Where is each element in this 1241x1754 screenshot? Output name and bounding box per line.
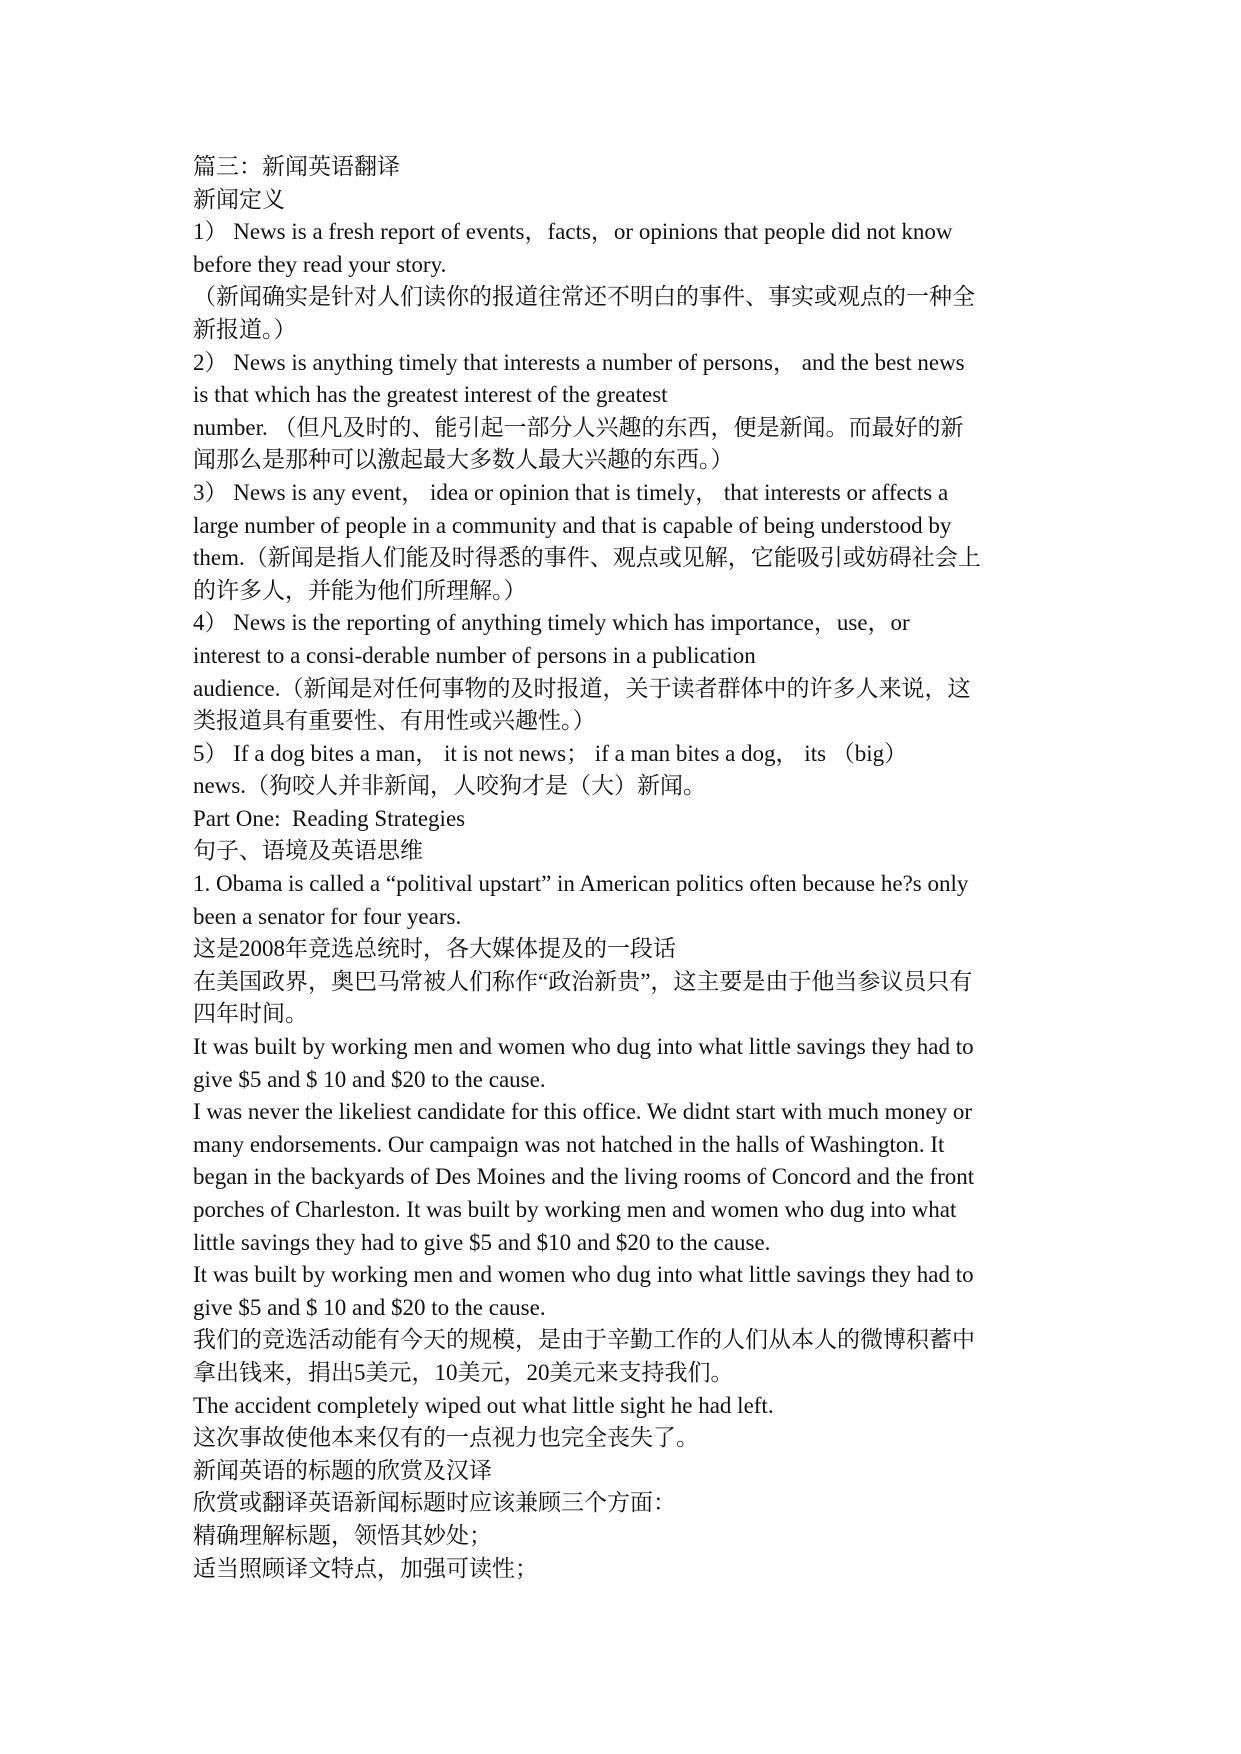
text-line: 精确理解标题，领悟其妙处； <box>193 1522 492 1548</box>
text-line: 新报道。） <box>193 316 297 342</box>
subheading-headlines: 新闻英语的标题的欣赏及汉译 <box>193 1457 492 1483</box>
text-line: is that which has the greatest interest of the greatest <box>193 382 668 408</box>
text-line: 2） News is anything timely that interests a number of persons， and the best news <box>193 349 965 375</box>
section-title: 篇三：新闻英语翻译 <box>193 154 400 179</box>
text-line: 四年时间。 <box>193 1001 308 1027</box>
text-line: them.（新闻是指人们能及时得悉的事件、观点或见解，它能吸引或妨碍社会上 <box>193 545 981 571</box>
text-line: began in the backyards of Des Moines and the living rooms of Concord and the front <box>193 1164 975 1190</box>
text-line: 闻那么是那种可以激起最大多数人最大兴趣的东西。） <box>193 447 734 473</box>
text-line: 这次事故使他本来仅有的一点视力也完全丧失了。 <box>193 1425 699 1451</box>
text-line: The accident completely wiped out what little sight he had left. <box>193 1392 774 1418</box>
text-line: It was built by working men and women who dug into what little savings they had to <box>193 1034 974 1060</box>
text-line: porches of Charleston. It was built by working men and women who dug into what <box>193 1197 957 1222</box>
text-line: 我们的竞选活动能有今天的规模，是由于辛勤工作的人们从本人的微博积蓄中 <box>193 1327 975 1353</box>
text-line: large number of people in a community and that is capable of being understood by <box>193 512 952 538</box>
subheading-part-one: Part One: Reading Strategies <box>193 805 466 831</box>
text-line: 在美国政界，奥巴马常被人们称作“政治新贵”，这主要是由于他当参议员只有 <box>193 968 973 994</box>
text-line: before they read your story. <box>193 251 447 277</box>
text-line: give $5 and $ 10 and $20 to the cause. <box>193 1294 546 1320</box>
text-line: little savings they had to give $5 and $10 and $20 to the cause. <box>193 1229 771 1255</box>
subheading-sentence-context: 句子、语境及英语思维 <box>193 838 423 864</box>
text-line: 欣赏或翻译英语新闻标题时应该兼顾三个方面： <box>193 1490 676 1516</box>
text-line: （新闻确实是针对人们读你的报道往常还不明白的事件、事实或观点的一种全 <box>193 284 975 310</box>
text-line: been a senator for four years. <box>193 903 462 929</box>
text-line: 这是2008年竞选总统时，各大媒体提及的一段话 <box>193 936 676 962</box>
text-line: 的许多人，并能为他们所理解。） <box>193 577 527 603</box>
text-line: audience.（新闻是对任何事物的及时报道，关于读者群体中的许多人来说，这 <box>193 675 971 701</box>
text-line: give $5 and $ 10 and $20 to the cause. <box>193 1066 546 1092</box>
text-line: 拿出钱来，捐出5美元，10美元，20美元来支持我们。 <box>193 1359 734 1385</box>
text-line: 类报道具有重要性、有用性或兴趣性。） <box>193 708 596 734</box>
text-line: 1） News is a fresh report of events，facts，or opinions that people did not know <box>193 219 953 245</box>
text-line: I was never the likeliest candidate for this office. We didnt start with much money or <box>193 1099 973 1125</box>
text-line: interest to a consi-derable number of persons in a publication <box>193 642 756 668</box>
text-line: 适当照顾译文特点，加强可读性； <box>193 1555 538 1581</box>
text-line: 4） News is the reporting of anything timely which has importance，use，or <box>193 610 910 636</box>
text-line: 3） News is any event， idea or opinion that is timely， that interests or affects a <box>193 479 949 505</box>
document-page <box>193 151 1063 1585</box>
text-line: It was built by working men and women who dug into what little savings they had to <box>193 1262 974 1288</box>
text-line: number. （但凡及时的、能引起一部分人兴趣的东西，便是新闻。而最好的新 <box>193 414 964 440</box>
text-line: 1. Obama is called a “politival upstart” in American politics often because he?s only <box>193 871 969 897</box>
text-line: news.（狗咬人并非新闻，人咬狗才是（大）新闻。 <box>193 773 707 799</box>
text-line: many endorsements. Our campaign was not hatched in the halls of Washington. It <box>193 1131 945 1157</box>
subheading-news-definition: 新闻定义 <box>193 186 285 212</box>
text-line: 5） If a dog bites a man， it is not news； if a man bites a dog， its （big） <box>193 740 908 766</box>
